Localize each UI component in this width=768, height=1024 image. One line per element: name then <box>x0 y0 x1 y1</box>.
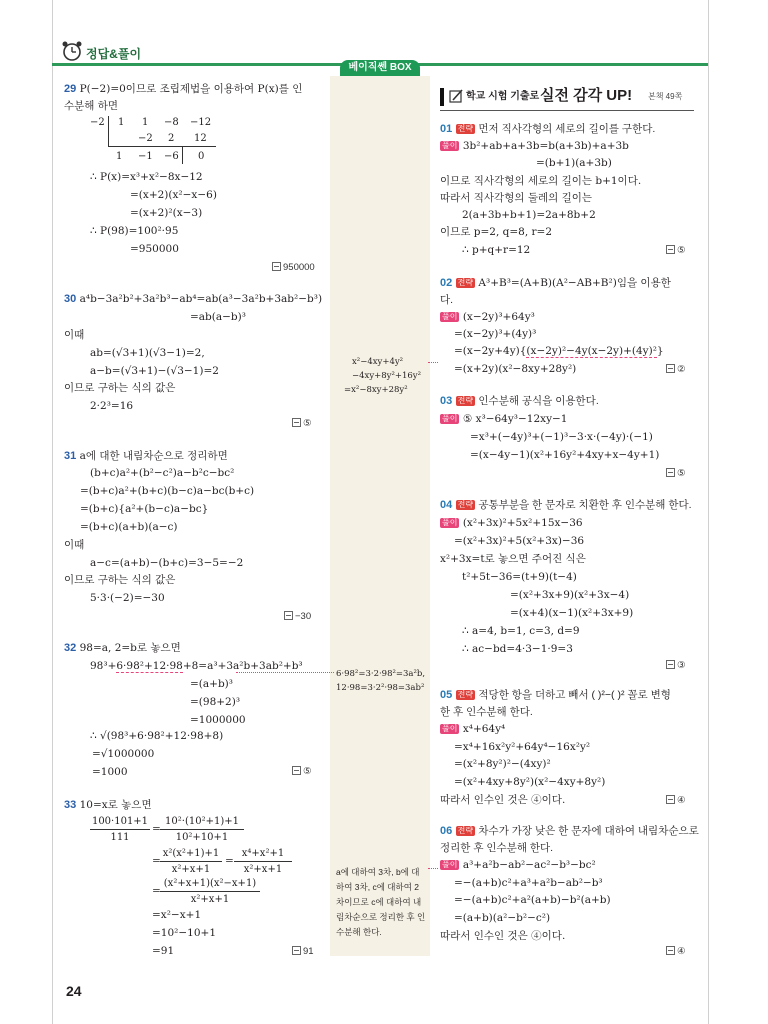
question-01: 01 전략 먼저 직사각형의 세로의 길이를 구한다. <box>440 123 656 135</box>
answer-29: 950000 <box>272 262 315 273</box>
right-header-bar <box>440 88 444 106</box>
question-06: 06 전략 차수가 가장 낮은 한 문자에 대하여 내림차순으로 <box>440 825 699 837</box>
answer-06: ④ <box>666 946 686 957</box>
alarm-clock-icon <box>58 40 86 62</box>
header-logo <box>58 40 86 65</box>
answer-05: ④ <box>666 795 686 806</box>
synthetic-division: −2 1 1 −8 −12 −2 2 12 1 −1 −6 0 <box>86 114 216 166</box>
side-note-1: x²−4xy+4y² <box>352 357 404 367</box>
question-03: 03 전략 인수분해 공식을 이용한다. <box>440 395 599 407</box>
answer-32: ⑤ <box>292 766 312 777</box>
question-02: 02 전략 A³+B³=(A+B)(A²−AB+B²)임을 이용한 <box>440 277 671 289</box>
right-header-label: 학교 시험 기출로 <box>466 91 540 102</box>
problem-32: 32 98=a, 2=b로 놓으면 <box>64 642 181 654</box>
pencil-icon <box>448 88 464 107</box>
answer-03: ⑤ <box>666 468 686 479</box>
answer-33: 91 <box>292 946 314 957</box>
problem-33: 33 10=x로 놓으면 <box>64 799 152 811</box>
basic-box-tab: 베이직쎈 BOX <box>340 60 420 76</box>
problem-31: 31 a에 대한 내림차순으로 정리하면 <box>64 450 228 462</box>
question-04: 04 전략 공통부분을 한 문자로 치환한 후 인수분해 한다. <box>440 499 692 511</box>
fraction-4: x⁴+x²+1 x²+x+1 <box>234 848 292 875</box>
answer-01: ⑤ <box>666 245 686 256</box>
fraction-5: (x²+x+1)(x²−x+1) x²+x+1 <box>160 878 260 905</box>
page-number: 24 <box>66 983 82 999</box>
problem-30: 30 a⁴b−3a²b²+3a²b³−ab⁴=ab(a³−3a²b+3ab²−b³) <box>64 293 323 305</box>
right-header-ref: 본책 49쪽 <box>648 92 683 101</box>
right-margin-rule <box>708 0 709 1024</box>
problem-29: 29 P(−2)=0이므로 조립제법을 이용하여 P(x)를 인 <box>64 83 303 95</box>
answer-04: ③ <box>666 660 686 671</box>
question-05: 05 전략 적당한 항을 더하고 빼서 ( )²−( )² 꼴로 변형 <box>440 689 671 701</box>
answer-30: ⑤ <box>292 418 312 429</box>
left-margin-rule <box>52 0 53 1024</box>
fraction-2: 10²·(10²+1)+1 10²+10+1 <box>160 816 244 843</box>
answer-02: ② <box>666 364 686 375</box>
right-header-title: 실전 감각 UP! <box>540 87 633 104</box>
side-note-3: a에 대하여 3차, b에 대 <box>336 867 420 877</box>
side-note-column <box>330 76 430 956</box>
side-note-2: 6·98²=3·2·98²=3a²b, <box>336 669 426 679</box>
fraction-1: 100·101+1 111 <box>91 816 149 843</box>
fraction-3: x²(x²+1)+1 x²+x+1 <box>160 848 222 875</box>
header-title: 정답&풀이 <box>86 47 142 61</box>
answer-31: −30 <box>284 611 311 622</box>
